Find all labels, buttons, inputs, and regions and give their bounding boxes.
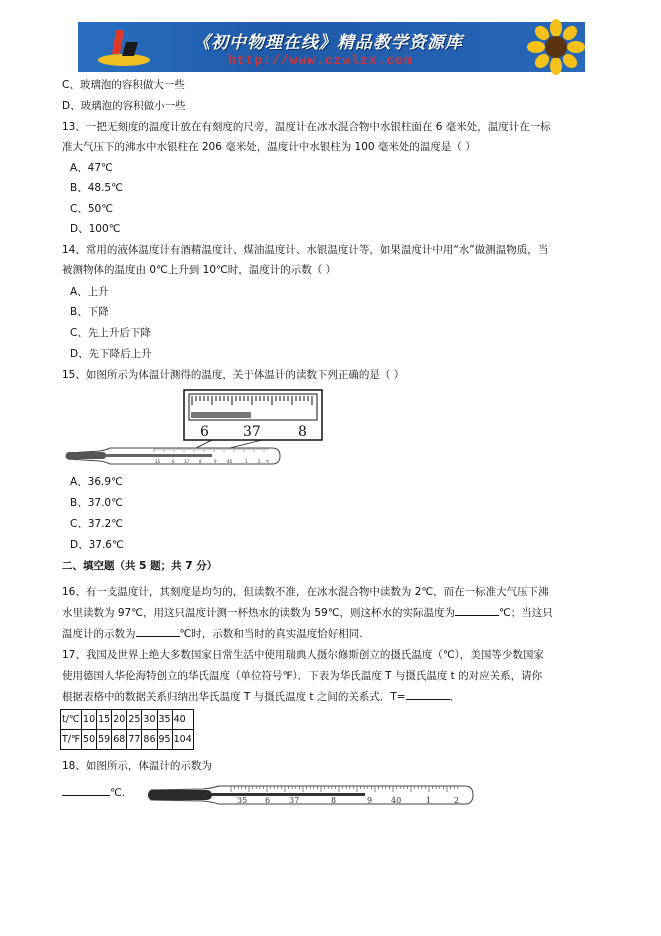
banner-title: 《初中物理在线》精品教学资源库 (193, 33, 463, 53)
q18-text: 18、如图所示，体温计的示数为 (62, 760, 212, 772)
sunflower-icon (526, 22, 586, 72)
table-cell: 86 (142, 730, 157, 750)
q16-text-3 (62, 626, 363, 641)
q13-option-a: A、47℃ (70, 162, 113, 174)
scale-label: 40 (227, 459, 233, 464)
scale-label: 2 (258, 459, 261, 464)
q15-thermometer-figure (62, 388, 307, 470)
scale-label: 1 (245, 459, 248, 464)
scale-label: 9 (214, 459, 217, 464)
q12-option-d: D、玻璃泡的容积做小一些 (62, 100, 186, 112)
q17-blank[interactable] (406, 690, 450, 700)
table-row-label: t/℃ (61, 710, 82, 730)
scale-label: 2 (454, 796, 460, 805)
table-cell: 20 (112, 710, 127, 730)
table-cell: 77 (127, 730, 142, 750)
q16-text-2a: 水里读数为 97℃，用这只温度计测一杯热水的读数为 59℃，则这杯水的实际温度为 (62, 607, 455, 619)
table-cell: 50 (82, 730, 97, 750)
table-row (61, 730, 194, 750)
scale-unit: ℃ (265, 459, 270, 464)
q16-text-3a: 温度计的示数为 (62, 628, 136, 640)
table-cell: 59 (97, 730, 112, 750)
scale-label: 37 (184, 459, 190, 464)
q14-option-b: B、下降 (70, 306, 109, 318)
q12-option-c: C、玻璃泡的容积做大一些 (62, 79, 185, 91)
q16-text-2b: ℃；当这只 (498, 607, 553, 619)
q13-text-1: 13、一把无刻度的温度计放在有刻度的尺旁，温度计在冰水混合物中水银柱面在 6 毫米处，温度计在一标 (62, 121, 551, 133)
table-cell: 15 (97, 710, 112, 730)
banner-url: http://www.czwlzx.com (228, 53, 413, 68)
q13-option-c: C、50℃ (70, 203, 113, 215)
q15-option-d: D、37.6℃ (70, 539, 124, 551)
q18-unit: ℃. (110, 787, 126, 799)
q14-text-1: 14、常用的液体温度计有酒精温度计、煤油温度计、水银温度计等，如果温度计中用“水”做测温物质，当 (62, 244, 549, 256)
q13-option-d: D、100℃ (70, 223, 121, 235)
scale-label: 6 (172, 459, 175, 464)
q18-answer-line (62, 786, 125, 799)
table-cell: 68 (112, 730, 127, 750)
q15-text: 15、如图所示为体温计测得的温度，关于体温计的读数下列正确的是（ ） (62, 369, 405, 381)
q15-option-a: A、36.9℃ (70, 476, 123, 488)
table-cell: 104 (172, 730, 193, 750)
temperature-table (60, 709, 194, 750)
q15-option-b: B、37.0℃ (70, 497, 123, 509)
scale-label: 9 (367, 796, 373, 805)
logo-icon (94, 26, 154, 68)
table-row-label: T/℉ (61, 730, 82, 750)
q17-text-3b: ． (449, 691, 461, 703)
q17-text-3 (62, 689, 460, 704)
table-cell: 35 (157, 710, 172, 730)
q13-text-2: 准大气压下的沸水中水银柱在 206 毫米处，温度计中水银柱为 100 毫米处的温度是（ ） (62, 141, 476, 153)
q16-blank-2[interactable] (136, 627, 180, 637)
scale-label: 8 (331, 796, 337, 805)
scale-label: 37 (289, 796, 300, 805)
q17-text-3a: 根据表格中的数据关系归纳出华氏温度 T 与摄氏温度 t 之间的关系式．T= (62, 691, 406, 703)
scale-label: 6 (265, 796, 271, 805)
zoom-label-6: 6 (200, 424, 209, 440)
zoom-label-8: 8 (298, 424, 307, 440)
q17-text-2: 使用德国人华伦海特创立的华氏温度（单位符号℉）．下表为华氏温度 T 与摄氏温度 t 的对应关系，请你 (62, 670, 543, 682)
q18-thermometer-figure (145, 782, 475, 808)
section-title-fill-blank: 二、填空题（共 5 题；共 7 分） (62, 560, 218, 572)
q14-text-2: 被测物体的温度由 0℃上升到 10℃时，温度计的示数（ ） (62, 264, 337, 276)
q15-option-c: C、37.2℃ (70, 518, 124, 530)
scale-label: 1 (426, 796, 432, 805)
scale-label: 35 (237, 796, 248, 805)
scale-label: 8 (199, 459, 202, 464)
q18-blank[interactable] (62, 786, 110, 796)
q16-blank-1[interactable] (455, 606, 499, 616)
q16-text-1: 16、有一支温度计，其刻度是均匀的，但读数不准，在冰水混合物中读数为 2℃，而在一标准大气压下沸 (62, 586, 549, 598)
q17-text-1: 17、我国及世界上绝大多数国家日常生活中使用瑞典人摄尔修斯创立的摄氏温度（℃），美国等少数国家 (62, 649, 544, 661)
table-cell: 40 (172, 710, 193, 730)
table-cell: 10 (82, 710, 97, 730)
q14-option-c: C、先上升后下降 (70, 327, 151, 339)
q14-option-a: A、上升 (70, 286, 109, 298)
table-cell: 95 (157, 730, 172, 750)
scale-label: 40 (391, 796, 402, 805)
q16-text-3b: ℃时，示数和当时的真实温度恰好相同. (179, 628, 363, 640)
table-row (61, 710, 194, 730)
q14-option-d: D、先下降后上升 (70, 348, 152, 360)
header-banner (78, 22, 585, 72)
q13-option-b: B、48.5℃ (70, 182, 123, 194)
scale-label: 35 (155, 459, 161, 464)
table-cell: 30 (142, 710, 157, 730)
q16-text-2 (62, 605, 553, 620)
zoom-label-37: 37 (243, 424, 261, 440)
table-cell: 25 (127, 710, 142, 730)
